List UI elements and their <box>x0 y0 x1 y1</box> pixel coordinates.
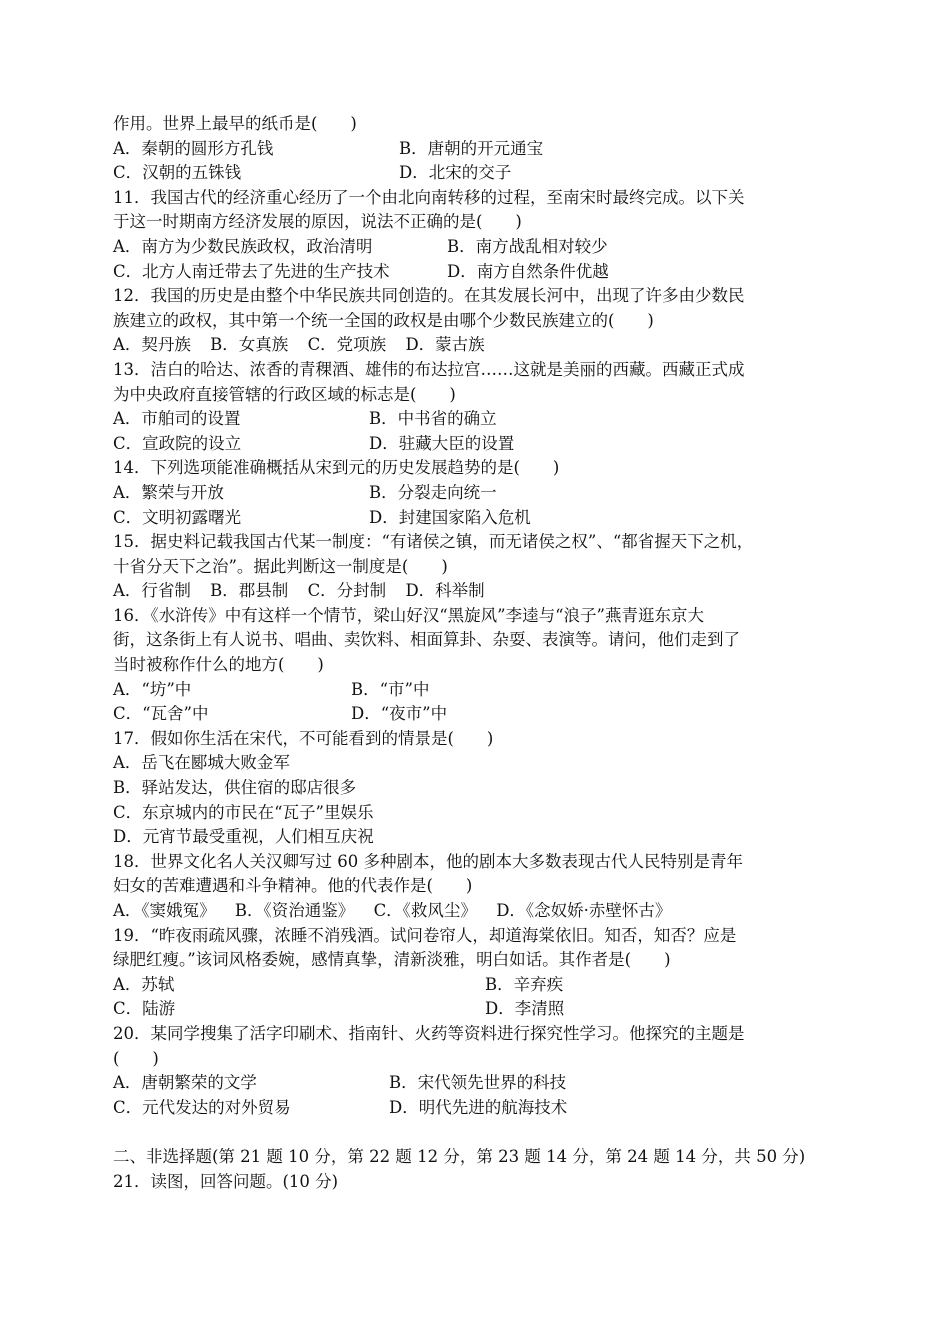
q18-stem-line2: 妇女的苦难遭遇和斗争精神。他的代表作是( ) <box>113 876 473 896</box>
q10-options-row2 <box>113 161 841 186</box>
q13-option-b: B．中书省的确立 <box>369 409 497 429</box>
q16-option-c: C．“瓦舍”中 <box>113 704 209 724</box>
q13-options-row2 <box>113 432 841 457</box>
q11-options-row2 <box>113 260 841 285</box>
q19-stem-line1: 19．“昨夜雨疏风骤，浓睡不消残酒。试问卷帘人，却道海棠依旧。知否，知否？应是 <box>113 925 737 945</box>
q17-option-c: C．东京城内的市民在“瓦子”里娱乐 <box>113 802 374 822</box>
q15-option-c: C．分封制 <box>307 581 387 601</box>
q12-option-b: B．女真族 <box>210 335 289 355</box>
q10-option-c: C．汉朝的五铢钱 <box>113 163 242 183</box>
q17-stem: 17．假如你生活在宋代，不可能看到的情景是( ) <box>113 728 494 748</box>
q20-option-a: A．唐朝繁荣的文学 <box>113 1073 257 1093</box>
q14-options-row2 <box>113 506 841 531</box>
q20-option-b: B．宋代领先世界的科技 <box>389 1073 567 1093</box>
q11-option-d: D．南方自然条件优越 <box>447 261 609 281</box>
q18-option-b: B．《资治通鉴》 <box>234 901 355 920</box>
q12-options <box>113 333 841 358</box>
q16-stem-line1: 16．《水浒传》中有这样一个情节，梁山好汉“黑旋风”李逵与“浪子”燕青逛东京大 <box>113 605 704 625</box>
q10-option-b: B．唐朝的开元通宝 <box>399 138 544 158</box>
section2-heading: 二、非选择题(第 21 题 10 分，第 22 题 12 分，第 23 题 14 分，第 24 题 14 分，共 50 分) <box>113 1146 806 1166</box>
q17-option-a: A．岳飞在郾城大败金军 <box>113 753 290 773</box>
q14-stem: 14．下列选项能准确概括从宋到元的历史发展趋势的是( ) <box>113 458 560 478</box>
q19-option-a: A．苏轼 <box>113 974 175 994</box>
q13-stem-line2: 为中央政府直接管辖的行政区域的标志是( ) <box>113 384 456 404</box>
q16-options-row1 <box>113 678 841 703</box>
q19-option-b: B．辛弃疾 <box>485 974 564 994</box>
q13-option-d: D．驻藏大臣的设置 <box>369 433 515 453</box>
q10-stem: 作用。世界上最早的纸币是( ) <box>113 114 357 133</box>
q19-option-d: D．李清照 <box>485 999 565 1019</box>
q20-stem-line1: 20．某同学搜集了活字印刷术、指南针、火药等资料进行探究性学习。他探究的主题是 <box>113 1023 745 1043</box>
q16-option-b: B．“市”中 <box>351 679 430 699</box>
q12-option-c: C．党项族 <box>307 335 387 355</box>
q15-option-b: B．郡县制 <box>210 581 289 601</box>
q19-stem-line2: 绿肥红瘦。”该词风格委婉，感情真挚，清新淡雅，明白如话。其作者是( ) <box>113 950 671 970</box>
q14-option-c: C．文明初露曙光 <box>113 507 242 527</box>
q11-option-b: B．南方战乱相对较少 <box>447 236 608 256</box>
q13-stem-line1: 13．洁白的哈达、浓香的青稞酒、雄伟的布达拉宫……这就是美丽的西藏。西藏正式成 <box>113 359 745 379</box>
q20-option-c: C．元代发达的对外贸易 <box>113 1097 291 1117</box>
q13-options-row1 <box>113 407 841 432</box>
q13-option-a: A．市舶司的设置 <box>113 409 241 429</box>
q18-options <box>113 899 841 924</box>
q14-options-row1 <box>113 481 841 506</box>
q17-option-d: D．元宵节最受重视，人们相互庆祝 <box>113 827 374 847</box>
q11-stem-line1: 11．我国古代的经济重心经历了一个由北向南转移的过程，至南宋时最终完成。以下关 <box>113 187 745 207</box>
q15-options <box>113 579 841 604</box>
q15-stem-line2: 十省分天下之治”。据此判断这一制度是( ) <box>113 556 448 576</box>
q20-option-d: D．明代先进的航海技术 <box>389 1097 568 1117</box>
q19-options-row1 <box>113 973 841 998</box>
q15-stem-line1: 15．据史料记载我国古代某一制度：“有诸侯之镇，而无诸侯之权”、“都省握天下之机， <box>113 532 754 552</box>
q18-option-d: D．《念奴娇·赤壁怀古》 <box>496 901 672 920</box>
q12-stem-line2: 族建立的政权，其中第一个统一全国的政权是由哪个少数民族建立的( ) <box>113 310 654 330</box>
q11-option-c: C．北方人南迁带去了先进的生产技术 <box>113 261 390 281</box>
q17-option-b: B．驿站发达，供住宿的邸店很多 <box>113 778 357 798</box>
q13-option-c: C．宣政院的设立 <box>113 433 242 453</box>
spacer <box>113 1120 841 1145</box>
q11-stem-line2: 于这一时期南方经济发展的原因，说法不正确的是( ) <box>113 212 522 232</box>
q16-option-a: A．“坊”中 <box>113 679 192 699</box>
q12-stem-line1: 12．我国的历史是由整个中华民族共同创造的。在其发展长河中，出现了许多由少数民 <box>113 286 745 306</box>
q16-options-row2 <box>113 702 841 727</box>
q20-options-row1 <box>113 1071 841 1096</box>
q14-option-d: D．封建国家陷入危机 <box>369 507 531 527</box>
exam-page <box>113 112 841 1194</box>
q18-stem-line1: 18．世界文化名人关汉卿写过 60 多种剧本，他的剧本大多数表现古代人民特别是青年 <box>113 851 743 871</box>
q15-option-a: A．行省制 <box>113 581 191 601</box>
q12-option-a: A．契丹族 <box>113 335 191 355</box>
q15-option-d: D．科举制 <box>405 581 485 601</box>
q16-option-d: D．“夜市”中 <box>351 704 448 724</box>
q12-option-d: D．蒙古族 <box>405 335 485 355</box>
q10-options-row1 <box>113 137 841 162</box>
q19-options-row2 <box>113 997 841 1022</box>
q20-stem-line2: ( ) <box>113 1048 159 1068</box>
q19-option-c: C．陆游 <box>113 999 176 1019</box>
q18-option-c: C．《救风尘》 <box>373 901 477 920</box>
q16-stem-line2: 街，这条街上有人说书、唱曲、卖饮料、相面算卦、杂耍、表演等。请问，他们走到了 <box>113 630 740 650</box>
q16-stem-line3: 当时被称作什么的地方( ) <box>113 655 324 675</box>
q14-option-a: A．繁荣与开放 <box>113 482 224 502</box>
q20-options-row2 <box>113 1096 841 1121</box>
q18-option-a: A．《窦娥冤》 <box>113 901 216 920</box>
q11-options-row1 <box>113 235 841 260</box>
q14-option-b: B．分裂走向统一 <box>369 482 497 502</box>
q10-option-a: A．秦朝的圆形方孔钱 <box>113 138 274 158</box>
q10-option-d: D．北宋的交子 <box>399 163 512 183</box>
q11-option-a: A．南方为少数民族政权，政治清明 <box>113 236 373 256</box>
q21-stem: 21．读图，回答问题。(10 分) <box>113 1171 339 1191</box>
